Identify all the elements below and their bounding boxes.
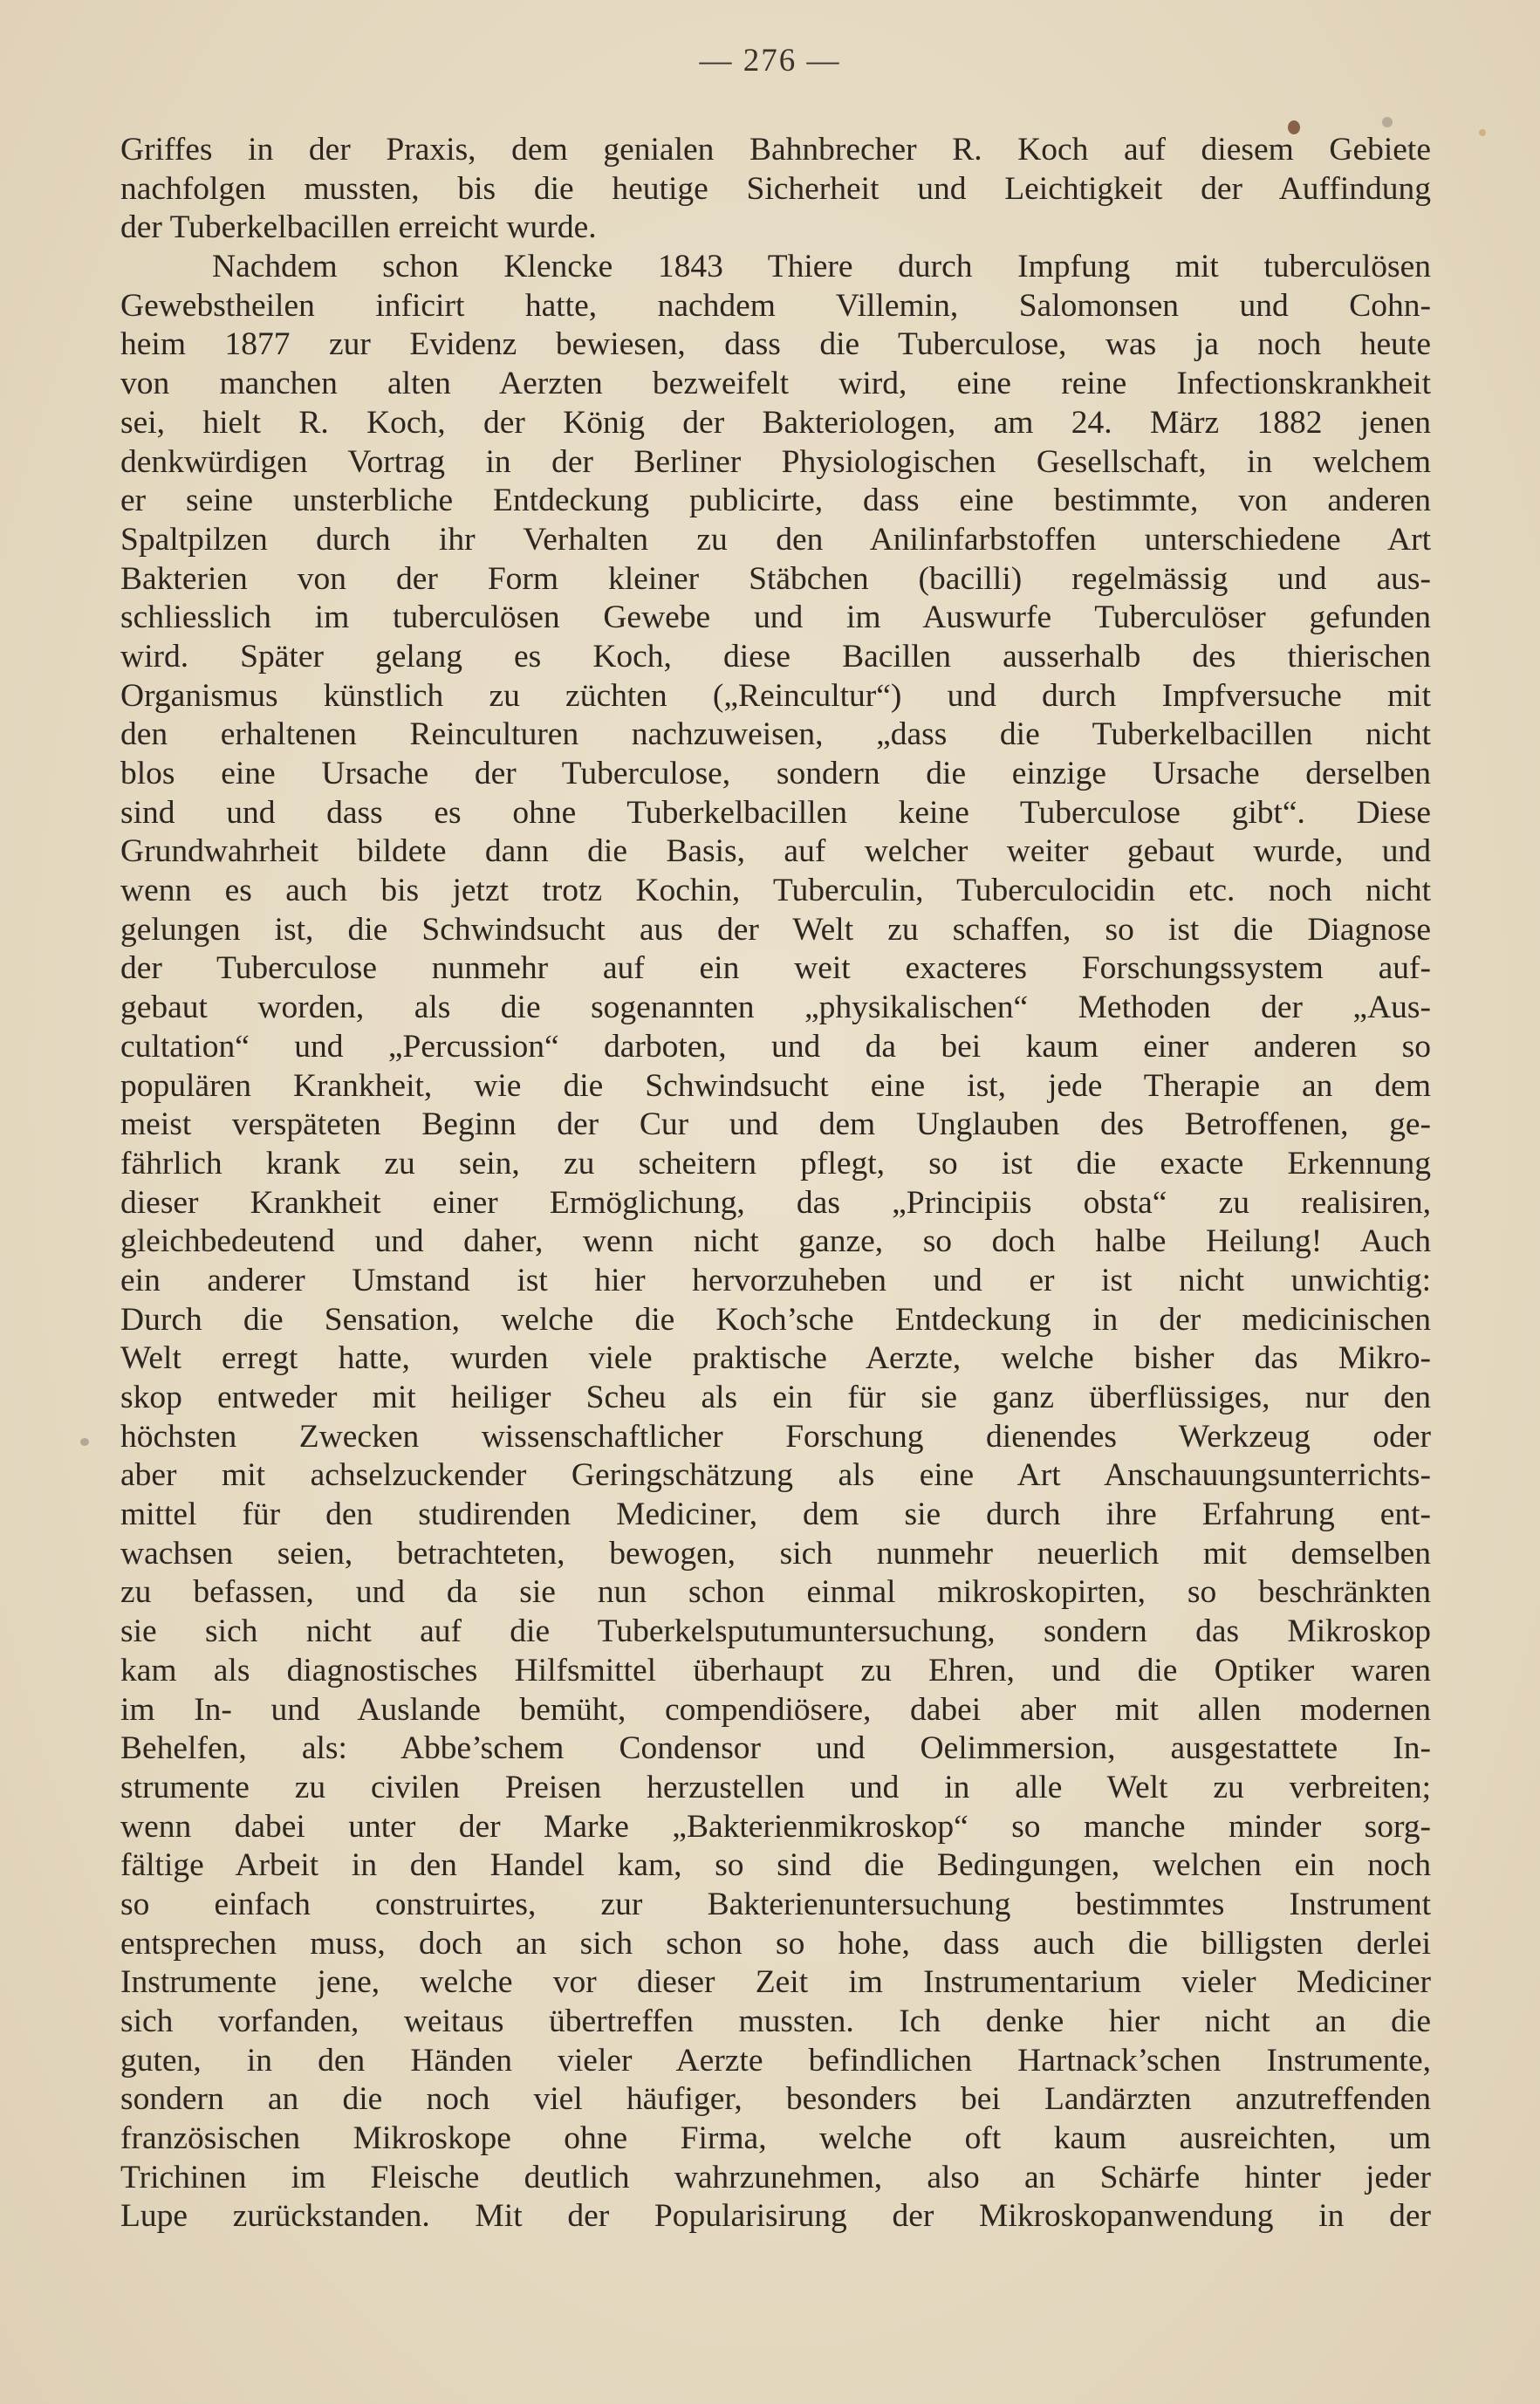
- text-line: schliesslich im tuberculösen Gewebe und im Auswurfe Tuberculöser gefunden: [120, 599, 1431, 636]
- text-line: Instrumente jene, welche vor dieser Zeit im Instrumentarium vieler Mediciner: [120, 1964, 1431, 2001]
- text-line: dieser Krankheit einer Ermöglichung, das „Principiis obsta“ zu realisiren,: [120, 1184, 1431, 1221]
- text-line: gebaut worden, als die sogenannten „physikalischen“ Methoden der „Aus-: [120, 990, 1431, 1026]
- text-line: sich vorfanden, weitaus übertreffen mussten. Ich denke hier nicht an die: [120, 2003, 1431, 2039]
- text-line: von manchen alten Aerzten bezweifelt wird, eine reine Infectionskrankheit: [120, 366, 1431, 402]
- text-line: Bakterien von der Form kleiner Stäbchen (bacilli) regelmässig und aus-: [120, 560, 1431, 597]
- ink-speck: [1479, 129, 1486, 136]
- text-line: skop entweder mit heiliger Scheu als ein für sie ganz überflüssiges, nur den: [120, 1380, 1431, 1415]
- text-line: denkwürdigen Vortrag in der Berliner Physiologischen Gesellschaft, in welchem: [120, 443, 1431, 480]
- text-line: Organismus künstlich zu züchten („Reincultur“) und durch Impfversuche mit: [120, 677, 1431, 714]
- text-line: ein anderer Umstand ist hier hervorzuheben und er ist nicht unwichtig:: [120, 1262, 1431, 1298]
- text-line: im In- und Auslande bemüht, compendiösere, dabei aber mit allen modernen: [120, 1691, 1431, 1728]
- text-line: Trichinen im Fleische deutlich wahrzunehmen, also an Schärfe hinter jeder: [120, 2159, 1431, 2195]
- text-line: gelungen ist, die Schwindsucht aus der Welt zu schaffen, so ist die Diagnose: [120, 911, 1431, 948]
- text-line: Griffes in der Praxis, dem genialen Bahnbrecher R. Koch auf diesem Gebiete: [120, 132, 1431, 168]
- text-line: aber mit achselzuckender Geringschätzung als eine Art Anschauungsunterrichts-: [120, 1457, 1431, 1494]
- text-line: strumente zu civilen Preisen herzustellen und in alle Welt zu verbreiten;: [120, 1769, 1431, 1805]
- ink-speck: [80, 1438, 89, 1446]
- text-line: Durch die Sensation, welche die Koch’sche Entdeckung in der medicinischen: [120, 1301, 1431, 1338]
- text-line: meist verspäteten Beginn der Cur und dem Unglauben des Betroffenen, ge-: [120, 1106, 1431, 1143]
- text-line: fährlich krank zu sein, zu scheitern pflegt, so ist die exacte Erkennung: [120, 1145, 1431, 1181]
- text-line: cultation“ und „Percussion“ darboten, und da bei kaum einer anderen so: [120, 1028, 1431, 1065]
- text-line: französischen Mikroskope ohne Firma, welche oft kaum ausreichten, um: [120, 2120, 1431, 2157]
- ink-speck: [1382, 117, 1393, 127]
- text-line: fältige Arbeit in den Handel kam, so sind die Bedingungen, welchen ein noch: [120, 1847, 1431, 1884]
- text-line: er seine unsterbliche Entdeckung publicirte, dass eine bestimmte, von anderen: [120, 483, 1431, 519]
- text-line: wenn es auch bis jetzt trotz Kochin, Tuberculin, Tuberculocidin etc. noch nicht: [120, 873, 1431, 909]
- text-line: kam als diagnostisches Hilfsmittel überhaupt zu Ehren, und die Optiker waren: [120, 1652, 1431, 1688]
- text-line: blos eine Ursache der Tuberculose, sondern die einzige Ursache derselben: [120, 756, 1431, 791]
- text-line: den erhaltenen Reinculturen nachzuweisen, „dass die Tuberkelbacillen nicht: [120, 716, 1431, 753]
- text-line: heim 1877 zur Evidenz bewiesen, dass die Tuberculose, was ja noch heute: [120, 326, 1431, 363]
- text-line: Grundwahrheit bildete dann die Basis, auf welcher weiter gebaut wurde, und: [120, 833, 1431, 870]
- text-line: der Tuberculose nunmehr auf ein weit exacteres Forschungssystem auf-: [120, 950, 1431, 987]
- text-line: wenn dabei unter der Marke „Bakterienmikroskop“ so manche minder sorg-: [120, 1808, 1431, 1845]
- text-line: der Tuberkelbacillen erreicht wurde.: [120, 209, 597, 246]
- text-line: guten, in den Händen vieler Aerzte befindlichen Hartnack’schen Instrumente,: [120, 2042, 1431, 2079]
- text-line: wird. Später gelang es Koch, diese Bacillen ausserhalb des thierischen: [120, 638, 1431, 675]
- text-line: nachfolgen mussten, bis die heutige Sicherheit und Leichtigkeit der Auffindung: [120, 170, 1431, 207]
- text-line: Nachdem schon Klencke 1843 Thiere durch Impfung mit tuberculösen: [212, 249, 1431, 285]
- text-line: Behelfen, als: Abbe’schem Condensor und Oelimmersion, ausgestattete In-: [120, 1730, 1431, 1767]
- text-line: gleichbedeutend und daher, wenn nicht ganze, so doch halbe Heilung! Auch: [120, 1223, 1431, 1260]
- text-line: höchsten Zwecken wissenschaftlicher Forschung dienendes Werkzeug oder: [120, 1418, 1431, 1455]
- body-text: [120, 131, 1431, 2236]
- text-line: Lupe zurückstanden. Mit der Popularisirung der Mikroskopanwendung in der: [120, 2198, 1431, 2235]
- text-line: so einfach construirtes, zur Bakterienuntersuchung bestimmtes Instrument: [120, 1886, 1431, 1922]
- text-line: sie sich nicht auf die Tuberkelsputumuntersuchung, sondern das Mikroskop: [120, 1613, 1431, 1650]
- text-line: Spaltpilzen durch ihr Verhalten zu den Anilinfarbstoffen unterschiedene Art: [120, 521, 1431, 558]
- text-line: sondern an die noch viel häufiger, besonders bei Landärzten anzutreffenden: [120, 2081, 1431, 2118]
- page-number: — 276 —: [699, 43, 841, 79]
- text-line: wachsen seien, betrachteten, bewogen, sich nunmehr neuerlich mit demselben: [120, 1535, 1431, 1572]
- text-line: sind und dass es ohne Tuberkelbacillen keine Tuberculose gibt“. Diese: [120, 794, 1431, 831]
- text-line: sei, hielt R. Koch, der König der Bakteriologen, am 24. März 1882 jenen: [120, 404, 1431, 441]
- text-line: zu befassen, und da sie nun schon einmal mikroskopirten, so beschränkten: [120, 1574, 1431, 1611]
- text-line: Welt erregt hatte, wurden viele praktische Aerzte, welche bisher das Mikro-: [120, 1340, 1431, 1377]
- text-line: entsprechen muss, doch an sich schon so hohe, dass auch die billigsten derlei: [120, 1925, 1431, 1962]
- text-line: mittel für den studirenden Mediciner, dem sie durch ihre Erfahrung ent-: [120, 1497, 1431, 1533]
- text-line: Gewebstheilen inficirt hatte, nachdem Villemin, Salomonsen und Cohn-: [120, 287, 1431, 324]
- text-line: populären Krankheit, wie die Schwindsucht eine ist, jede Therapie an dem: [120, 1067, 1431, 1104]
